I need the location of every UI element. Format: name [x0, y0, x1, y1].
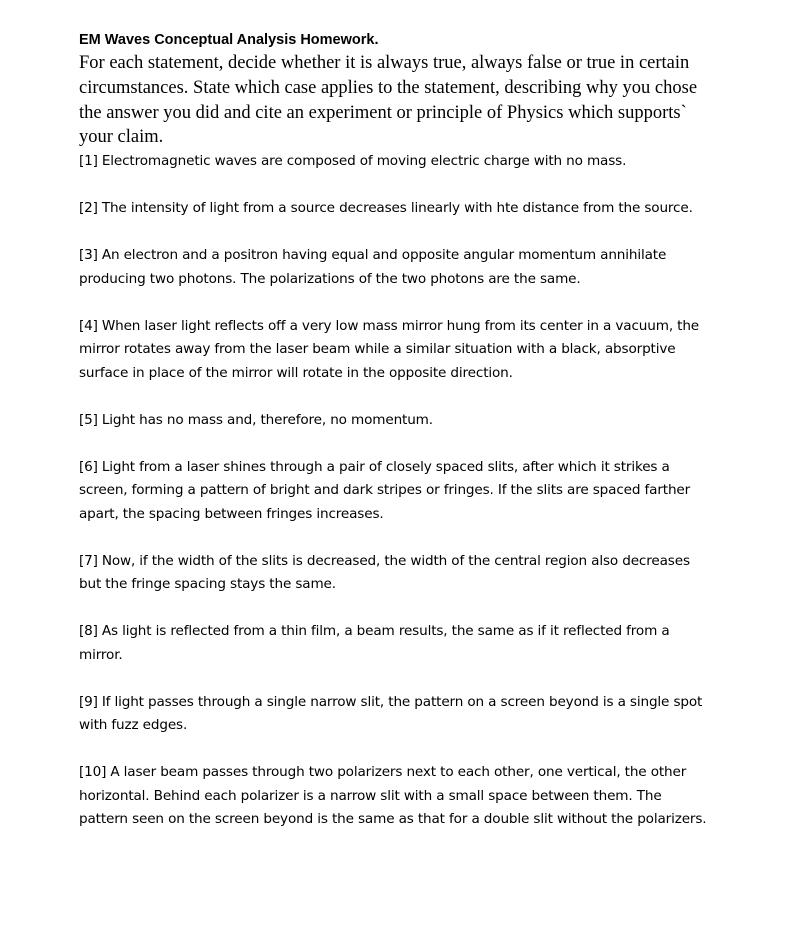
statement-number: [6]	[79, 458, 98, 475]
statement-number: [5]	[79, 411, 98, 428]
statement-text: As light is reflected from a thin film, a beam results, the same as if it reflected from a mirror.	[79, 623, 670, 663]
statement-list	[79, 150, 709, 832]
statement-text: A laser beam passes through two polarizers next to each other, one vertical, the other horizontal. Behind each polarizer is a narrow slit with a small space between them. The pattern seen on the screen beyond is the same as that for a double slit without the polarizers.	[79, 764, 707, 828]
statement-number: [9]	[79, 693, 98, 710]
statement-text: An electron and a positron having equal and opposite angular momentum annihilate producing two photons. The polarizations of the two photons are the same.	[79, 247, 667, 287]
statement-item-6	[79, 456, 709, 527]
statement-item-4	[79, 315, 709, 386]
statement-number: [1]	[79, 153, 98, 170]
statement-number: [8]	[79, 623, 98, 640]
statement-text: Electromagnetic waves are composed of moving electric charge with no mass.	[101, 153, 627, 170]
statement-text: Now, if the width of the slits is decreased, the width of the central region also decreases but the fringe spacing stays the same.	[79, 552, 690, 593]
statement-item-8	[79, 620, 709, 667]
statement-text: If light passes through a single narrow slit, the pattern on a screen beyond is a single spot with fuzz edges.	[79, 693, 703, 734]
statement-text: Light has no mass and, therefore, no momentum.	[101, 411, 433, 428]
statement-text: When laser light reflects off a very low mass mirror hung from its center in a vacuum, the mirror rotates away from the laser beam while a similar situation with a black, absorptive surface in place of the mirror will rotate in the opposite direction.	[79, 317, 700, 381]
statement-item-7	[79, 550, 709, 597]
statement-item-9	[79, 691, 709, 738]
statement-item-1	[79, 150, 709, 174]
statement-number: [10]	[79, 764, 107, 781]
statement-number: [7]	[79, 552, 98, 569]
statement-text: The intensity of light from a source decreases linearly with hte distance from the source.	[101, 200, 693, 217]
statement-number: [3]	[79, 247, 98, 264]
instructions-paragraph: For each statement, decide whether it is always true, always false or true in certain circumstances. State which case applies to the statement, describing why you chose the answer you did and cite an experiment or principle of Physics which supports` your claim.	[79, 53, 698, 148]
statement-item-2	[79, 197, 709, 221]
statement-item-5	[79, 409, 709, 433]
document-page	[79, 30, 709, 855]
statement-item-10	[79, 761, 709, 832]
statement-text: Light from a laser shines through a pair of closely spaced slits, after which it strikes a screen, forming a pattern of bright and dark stripes or fringes. If the slits are spaced farther apart, the spacing between fringes increases.	[79, 458, 691, 522]
statement-item-3	[79, 244, 709, 291]
statement-number: [4]	[79, 317, 98, 334]
statement-number: [2]	[79, 200, 98, 217]
document-title: EM Waves Conceptual Analysis Homework.	[79, 32, 379, 48]
